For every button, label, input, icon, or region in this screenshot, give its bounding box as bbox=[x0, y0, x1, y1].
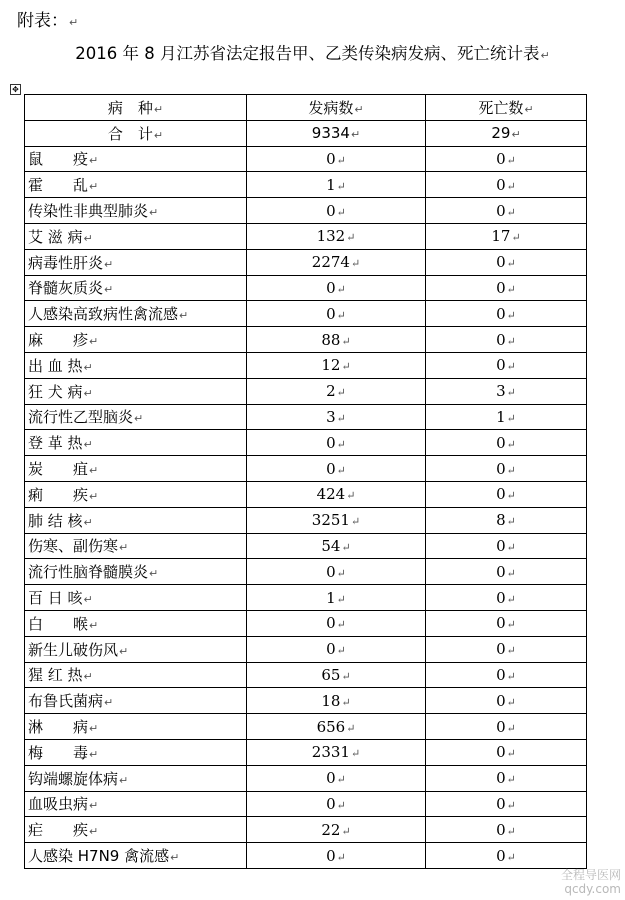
disease-name: 肺 结 核↵ bbox=[25, 507, 247, 533]
disease-name: 登 革 热↵ bbox=[25, 430, 247, 456]
table-row bbox=[25, 817, 587, 843]
deaths-cell: 0↵ bbox=[426, 765, 587, 791]
cases-cell: 54↵ bbox=[247, 533, 426, 559]
col-header-cases: 发病数↵ bbox=[247, 95, 426, 121]
disease-name: 霍 乱↵ bbox=[25, 172, 247, 198]
cases-cell: 0↵ bbox=[247, 765, 426, 791]
deaths-cell: 0↵ bbox=[426, 275, 587, 301]
table-row bbox=[25, 146, 587, 172]
table-row bbox=[25, 198, 587, 224]
table-row bbox=[25, 662, 587, 688]
disease-name: 炭 疽↵ bbox=[25, 456, 247, 482]
disease-name: 伤寒、副伤寒↵ bbox=[25, 533, 247, 559]
cases-cell: 0↵ bbox=[247, 275, 426, 301]
cases-cell: 2331↵ bbox=[247, 739, 426, 765]
disease-name: 艾 滋 病↵ bbox=[25, 223, 247, 249]
deaths-cell: 0↵ bbox=[426, 610, 587, 636]
deaths-cell: 0↵ bbox=[426, 198, 587, 224]
disease-name: 狂 犬 病↵ bbox=[25, 378, 247, 404]
cases-cell: 2274↵ bbox=[247, 249, 426, 275]
cases-cell: 0↵ bbox=[247, 198, 426, 224]
deaths-cell: 0↵ bbox=[426, 481, 587, 507]
total-deaths: 29↵ bbox=[426, 120, 587, 146]
disease-name: 流行性乙型脑炎↵ bbox=[25, 404, 247, 430]
disease-name: 出 血 热↵ bbox=[25, 352, 247, 378]
table-row bbox=[25, 688, 587, 714]
disease-name: 麻 疹↵ bbox=[25, 327, 247, 353]
total-cases: 9334↵ bbox=[247, 120, 426, 146]
cases-cell: 0↵ bbox=[247, 559, 426, 585]
cases-cell: 0↵ bbox=[247, 610, 426, 636]
deaths-cell: 0↵ bbox=[426, 817, 587, 843]
col-header-deaths: 死亡数↵ bbox=[426, 95, 587, 121]
statistics-table bbox=[24, 94, 587, 869]
table-row bbox=[25, 172, 587, 198]
disease-name: 布鲁氏菌病↵ bbox=[25, 688, 247, 714]
table-row bbox=[25, 223, 587, 249]
deaths-cell: 0↵ bbox=[426, 559, 587, 585]
disease-name: 梅 毒↵ bbox=[25, 739, 247, 765]
table-row bbox=[25, 378, 587, 404]
cases-cell: 0↵ bbox=[247, 636, 426, 662]
deaths-cell: 0↵ bbox=[426, 172, 587, 198]
table-row bbox=[25, 352, 587, 378]
cases-cell: 22↵ bbox=[247, 817, 426, 843]
deaths-cell: 0↵ bbox=[426, 533, 587, 559]
cases-cell: 12↵ bbox=[247, 352, 426, 378]
disease-name: 血吸虫病↵ bbox=[25, 791, 247, 817]
cases-cell: 18↵ bbox=[247, 688, 426, 714]
cases-cell: 3↵ bbox=[247, 404, 426, 430]
deaths-cell: 0↵ bbox=[426, 843, 587, 869]
cases-cell: 424↵ bbox=[247, 481, 426, 507]
cases-cell: 0↵ bbox=[247, 301, 426, 327]
cases-cell: 1↵ bbox=[247, 172, 426, 198]
deaths-cell: 0↵ bbox=[426, 791, 587, 817]
cases-cell: 1↵ bbox=[247, 585, 426, 611]
disease-name: 流行性脑脊髓膜炎↵ bbox=[25, 559, 247, 585]
table-row bbox=[25, 430, 587, 456]
disease-name: 疟 疾↵ bbox=[25, 817, 247, 843]
deaths-cell: 17↵ bbox=[426, 223, 587, 249]
disease-name: 传染性非典型肺炎↵ bbox=[25, 198, 247, 224]
disease-name: 钩端螺旋体病↵ bbox=[25, 765, 247, 791]
deaths-cell: 0↵ bbox=[426, 662, 587, 688]
cases-cell: 2↵ bbox=[247, 378, 426, 404]
deaths-cell: 0↵ bbox=[426, 739, 587, 765]
table-row bbox=[25, 404, 587, 430]
deaths-cell: 0↵ bbox=[426, 327, 587, 353]
header-row bbox=[25, 95, 587, 121]
table-row bbox=[25, 456, 587, 482]
disease-name: 人感染高致病性禽流感↵ bbox=[25, 301, 247, 327]
table-row bbox=[25, 507, 587, 533]
deaths-cell: 0↵ bbox=[426, 585, 587, 611]
table-row bbox=[25, 739, 587, 765]
table-move-handle-icon[interactable]: ✥ bbox=[10, 84, 21, 95]
disease-name: 鼠 疫↵ bbox=[25, 146, 247, 172]
table-row bbox=[25, 301, 587, 327]
cases-cell: 0↵ bbox=[247, 791, 426, 817]
disease-name: 百 日 咳↵ bbox=[25, 585, 247, 611]
deaths-cell: 0↵ bbox=[426, 146, 587, 172]
table-row bbox=[25, 714, 587, 740]
table-row bbox=[25, 533, 587, 559]
table-row bbox=[25, 327, 587, 353]
deaths-cell: 0↵ bbox=[426, 456, 587, 482]
disease-name: 白 喉↵ bbox=[25, 610, 247, 636]
total-label: 合 计↵ bbox=[25, 120, 247, 146]
table-row bbox=[25, 765, 587, 791]
cases-cell: 88↵ bbox=[247, 327, 426, 353]
deaths-cell: 8↵ bbox=[426, 507, 587, 533]
disease-name: 淋 病↵ bbox=[25, 714, 247, 740]
cases-cell: 65↵ bbox=[247, 662, 426, 688]
cases-cell: 0↵ bbox=[247, 843, 426, 869]
cases-cell: 656↵ bbox=[247, 714, 426, 740]
deaths-cell: 3↵ bbox=[426, 378, 587, 404]
table-row bbox=[25, 481, 587, 507]
deaths-cell: 1↵ bbox=[426, 404, 587, 430]
table-row bbox=[25, 275, 587, 301]
deaths-cell: 0↵ bbox=[426, 688, 587, 714]
deaths-cell: 0↵ bbox=[426, 714, 587, 740]
disease-name: 人感染 H7N9 禽流感↵ bbox=[25, 843, 247, 869]
col-header-disease: 病 种↵ bbox=[25, 95, 247, 121]
page-title: 2016 年 8 月江苏省法定报告甲、乙类传染病发病、死亡统计表↵ bbox=[75, 44, 550, 63]
table-row bbox=[25, 843, 587, 869]
attachment-label: 附表：↵ bbox=[17, 11, 79, 31]
deaths-cell: 0↵ bbox=[426, 352, 587, 378]
disease-name: 新生儿破伤风↵ bbox=[25, 636, 247, 662]
table-row bbox=[25, 559, 587, 585]
table-row bbox=[25, 249, 587, 275]
disease-name: 痢 疾↵ bbox=[25, 481, 247, 507]
disease-name: 病毒性肝炎↵ bbox=[25, 249, 247, 275]
disease-name: 脊髓灰质炎↵ bbox=[25, 275, 247, 301]
cases-cell: 0↵ bbox=[247, 456, 426, 482]
table-row bbox=[25, 636, 587, 662]
deaths-cell: 0↵ bbox=[426, 636, 587, 662]
table-row bbox=[25, 585, 587, 611]
cases-cell: 0↵ bbox=[247, 430, 426, 456]
disease-name: 猩 红 热↵ bbox=[25, 662, 247, 688]
site-watermark: 全程导医网 qcdy.com bbox=[560, 868, 621, 896]
total-row bbox=[25, 120, 587, 146]
cases-cell: 0↵ bbox=[247, 146, 426, 172]
table-row bbox=[25, 610, 587, 636]
cases-cell: 132↵ bbox=[247, 223, 426, 249]
cases-cell: 3251↵ bbox=[247, 507, 426, 533]
deaths-cell: 0↵ bbox=[426, 430, 587, 456]
table-row bbox=[25, 791, 587, 817]
deaths-cell: 0↵ bbox=[426, 301, 587, 327]
deaths-cell: 0↵ bbox=[426, 249, 587, 275]
